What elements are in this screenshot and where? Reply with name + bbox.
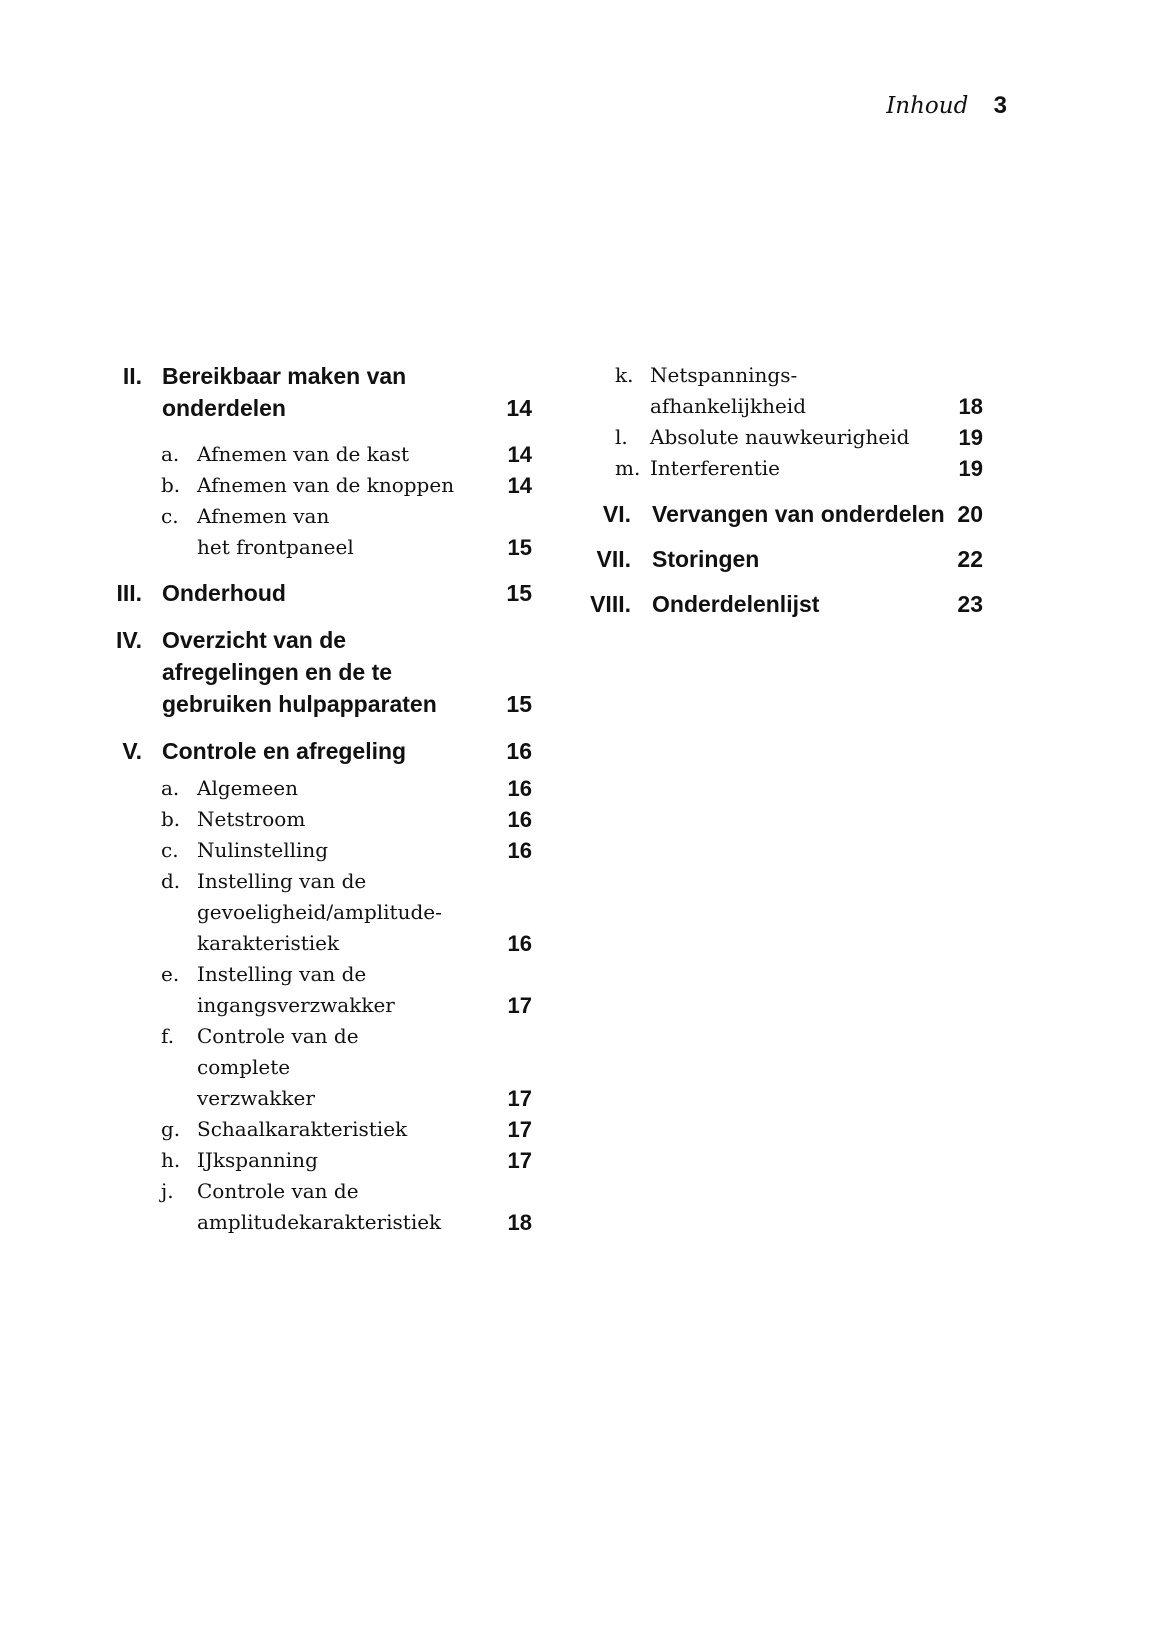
subsection-letter: b. bbox=[161, 473, 181, 497]
chapter-page: 20 bbox=[957, 501, 983, 527]
subsection-page: 16 bbox=[507, 931, 532, 956]
chapter-title: Storingen bbox=[652, 546, 760, 572]
toc-subsection[interactable] bbox=[0, 866, 532, 959]
subsection-title: Netstroom bbox=[197, 807, 306, 831]
subsection-page: 18 bbox=[958, 394, 983, 419]
subsection-letter: j. bbox=[161, 1179, 174, 1203]
toc-subsection[interactable] bbox=[0, 959, 532, 1021]
toc-subsection[interactable] bbox=[0, 1145, 532, 1176]
toc-subsection[interactable] bbox=[0, 1114, 532, 1145]
subsection-page: 17 bbox=[507, 1086, 532, 1111]
subsection-letter: h. bbox=[161, 1148, 181, 1172]
subsection-title: Absolute nauwkeurigheid bbox=[650, 425, 910, 449]
subsection-letter: a. bbox=[161, 442, 180, 466]
chapter-page: 15 bbox=[506, 691, 532, 717]
subsection-title: Instelling van de gevoeligheid/amplitude-karakteristiek bbox=[197, 869, 442, 955]
toc-subsection[interactable] bbox=[560, 422, 1020, 453]
toc-subsection[interactable] bbox=[0, 1176, 532, 1238]
chapter-page: 14 bbox=[506, 395, 532, 421]
page-header bbox=[886, 92, 1007, 120]
subsection-title: Controle van de complete verzwakker bbox=[197, 1024, 359, 1110]
subsection-letter: l. bbox=[615, 425, 628, 449]
subsection-title: Afnemen van het frontpaneel bbox=[197, 504, 354, 559]
chapter-page: 23 bbox=[957, 591, 983, 617]
subsection-page: 18 bbox=[507, 1210, 532, 1235]
toc-subsection[interactable] bbox=[0, 470, 532, 501]
chapter-title: Onderhoud bbox=[162, 580, 286, 606]
chapter-page: 22 bbox=[957, 546, 983, 572]
toc-chapter-2[interactable] bbox=[0, 360, 532, 424]
chapter-number: VI. bbox=[602, 501, 631, 527]
toc-chapter-6[interactable] bbox=[560, 498, 1020, 530]
chapter-page: 16 bbox=[506, 738, 532, 764]
subsection-letter: e. bbox=[161, 962, 180, 986]
subsection-title: Algemeen bbox=[197, 776, 298, 800]
toc-subsection[interactable] bbox=[0, 835, 532, 866]
chapter-page: 15 bbox=[506, 580, 532, 606]
subsection-page: 16 bbox=[507, 807, 532, 832]
toc-subsection[interactable] bbox=[0, 1021, 532, 1114]
subsection-title: IJkspanning bbox=[197, 1148, 318, 1172]
toc-chapter-7[interactable] bbox=[560, 543, 1020, 575]
toc-right-column bbox=[560, 360, 1020, 635]
running-title: Inhoud bbox=[886, 93, 969, 119]
chapter-number: III. bbox=[116, 580, 142, 606]
toc-subsection[interactable] bbox=[0, 501, 532, 563]
subsection-letter: m. bbox=[615, 456, 641, 480]
subsection-title: Schaalkarakteristiek bbox=[197, 1117, 408, 1141]
subsection-page: 19 bbox=[958, 456, 983, 481]
toc-subsection[interactable] bbox=[0, 439, 532, 470]
toc-chapter-3[interactable] bbox=[0, 577, 532, 609]
chapter-number: VIII. bbox=[590, 591, 631, 617]
toc-subsection[interactable] bbox=[560, 453, 1020, 484]
subsection-page: 17 bbox=[507, 1148, 532, 1173]
subsection-letter: c. bbox=[161, 838, 179, 862]
chapter-number: V. bbox=[122, 738, 142, 764]
chapter-number: II. bbox=[122, 363, 142, 389]
chapter-title: Vervangen van onderdelen bbox=[652, 501, 945, 527]
toc-subsection[interactable] bbox=[560, 360, 1020, 422]
subsection-page: 16 bbox=[507, 838, 532, 863]
subsection-page: 17 bbox=[507, 993, 532, 1018]
toc-chapter-4[interactable] bbox=[0, 624, 532, 720]
subsection-title: Afnemen van de kast bbox=[197, 442, 410, 466]
subsection-title: Instelling van de ingangsverzwakker bbox=[197, 962, 395, 1017]
subsection-letter: c. bbox=[161, 504, 179, 528]
subsection-letter: g. bbox=[161, 1117, 181, 1141]
chapter-title: Overzicht van de afregelingen en de te gebruiken hulpapparaten bbox=[162, 627, 437, 717]
subsection-title: Nulinstelling bbox=[197, 838, 329, 862]
subsection-page: 14 bbox=[507, 473, 532, 498]
subsection-page: 14 bbox=[507, 442, 532, 467]
chapter-2-subsections bbox=[0, 439, 532, 563]
subsection-page: 15 bbox=[507, 535, 532, 560]
toc-subsection[interactable] bbox=[0, 773, 532, 804]
chapter-5-subsections-continued bbox=[560, 360, 1020, 484]
subsection-title: Afnemen van de knoppen bbox=[197, 473, 455, 497]
subsection-letter: b. bbox=[161, 807, 181, 831]
page-number: 3 bbox=[993, 92, 1007, 119]
subsection-letter: a. bbox=[161, 776, 180, 800]
chapter-number: IV. bbox=[115, 627, 142, 653]
subsection-title: Interferentie bbox=[650, 456, 780, 480]
chapter-5-subsections bbox=[0, 773, 532, 1238]
toc-left-column bbox=[0, 360, 532, 1238]
toc-subsection[interactable] bbox=[0, 804, 532, 835]
subsection-page: 17 bbox=[507, 1117, 532, 1142]
subsection-letter: f. bbox=[161, 1024, 175, 1048]
chapter-title: Onderdelenlijst bbox=[652, 591, 820, 617]
subsection-title: Controle van de amplitudekarakteristiek bbox=[197, 1179, 442, 1234]
chapter-title: Bereikbaar maken van onderdelen bbox=[162, 363, 407, 421]
subsection-letter: d. bbox=[161, 869, 181, 893]
subsection-page: 19 bbox=[958, 425, 983, 450]
toc-chapter-5[interactable] bbox=[0, 735, 532, 767]
chapter-number: VII. bbox=[596, 546, 631, 572]
subsection-page: 16 bbox=[507, 776, 532, 801]
chapter-title: Controle en afregeling bbox=[162, 738, 407, 764]
toc-chapter-8[interactable] bbox=[560, 588, 1020, 620]
subsection-letter: k. bbox=[615, 363, 634, 387]
subsection-title: Netspannings-afhankelijkheid bbox=[650, 363, 806, 418]
